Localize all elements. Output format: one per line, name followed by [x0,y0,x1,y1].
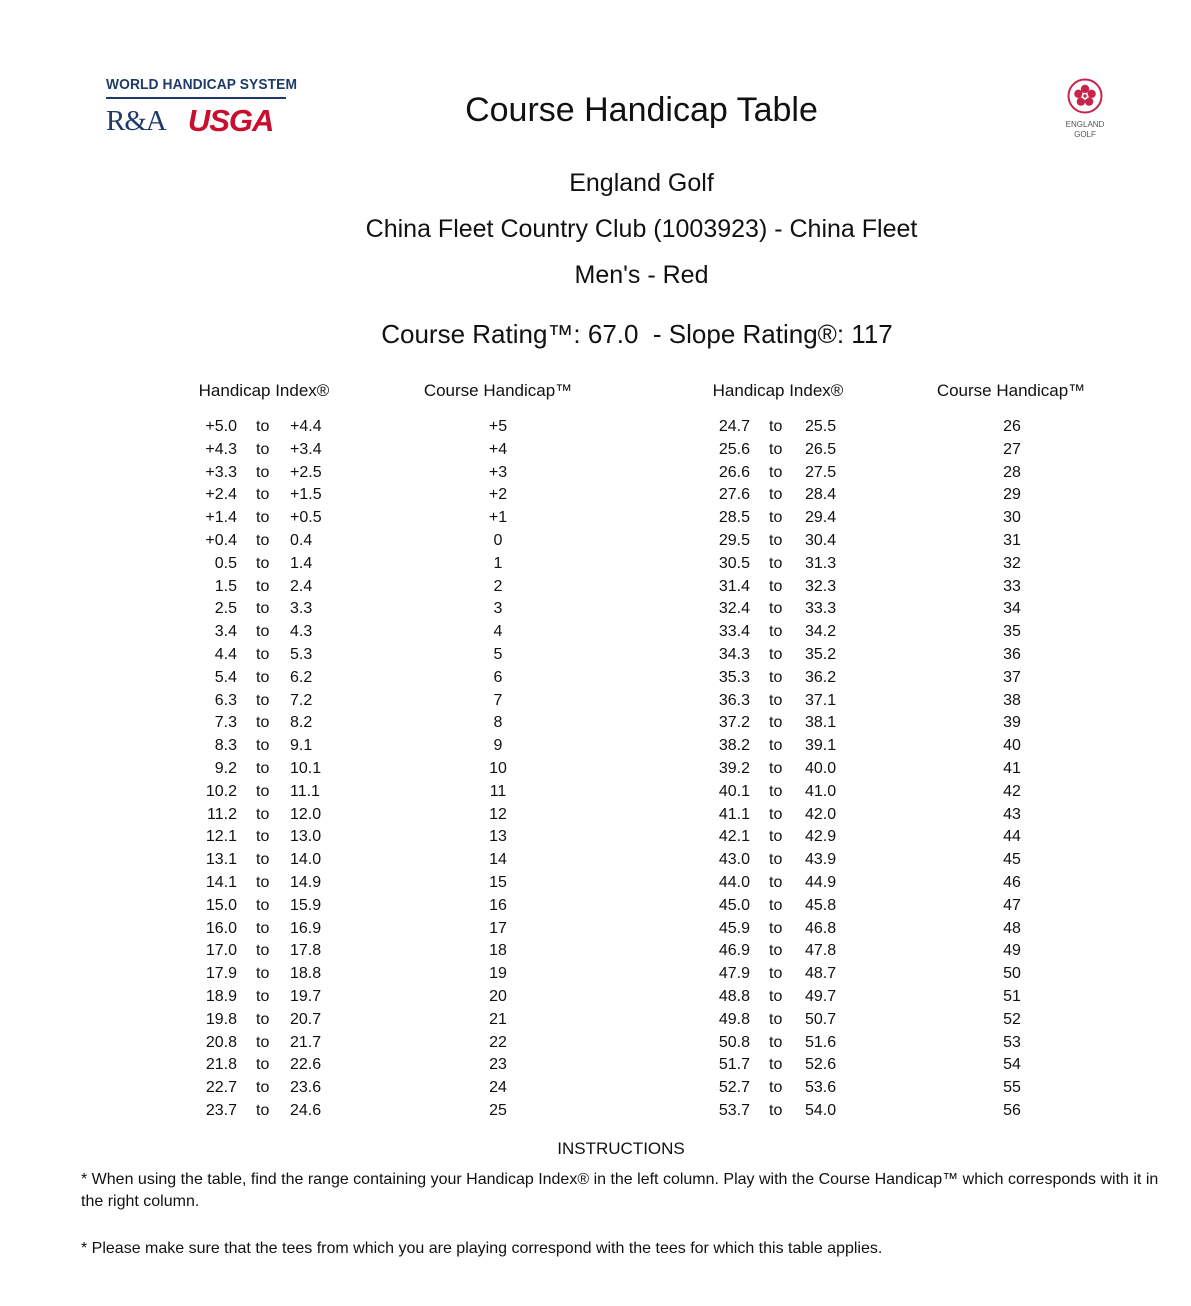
left-to-word: to [256,919,270,937]
right-to-word: to [769,1056,783,1074]
table-row [0,849,1191,872]
left-index-from: 14.1 [205,873,237,891]
table-row [0,1054,1191,1077]
right-to-word: to [769,463,783,481]
table-row [0,484,1191,507]
right-course-handicap: 26 [1003,418,1021,435]
left-to-word: to [256,486,270,504]
right-index-from: 26.6 [718,463,750,481]
right-index-to: 36.2 [805,668,837,686]
left-index-from: 23.7 [205,1101,237,1119]
table-row [0,804,1191,827]
right-index-to: 51.6 [805,1033,837,1051]
right-index-from: 40.1 [718,782,750,800]
left-index-to: 24.6 [290,1101,322,1119]
left-index-from: 13.1 [205,851,237,869]
left-index-from: 2.5 [214,600,237,618]
whs-logo-text: WORLD HANDICAP SYSTEM [106,76,298,93]
left-course-handicap: 19 [489,965,507,983]
left-to-word: to [256,987,270,1005]
table-row [0,439,1191,462]
right-course-handicap: 52 [1003,1010,1021,1028]
left-index-from: 7.3 [214,714,237,732]
left-to-word: to [256,668,270,686]
right-index-from: 45.0 [718,896,750,914]
left-index-from: +1.4 [205,509,237,527]
right-index-to: 54.0 [805,1101,837,1119]
table-row [0,872,1191,895]
right-to-word: to [769,828,783,846]
left-to-word: to [256,1056,270,1074]
left-to-word: to [256,1101,270,1119]
right-to-word: to [769,987,783,1005]
left-to-word: to [256,440,270,458]
left-course-handicap: 21 [489,1010,507,1028]
ra-logo: R&A [106,105,166,137]
right-index-from: 50.8 [718,1033,750,1051]
table-row [0,1077,1191,1100]
table-row [0,416,1191,439]
right-to-word: to [769,554,783,572]
left-index-to: 6.2 [290,668,313,686]
left-to-word: to [256,577,270,595]
right-course-handicap: 41 [1003,759,1021,777]
right-to-word: to [769,805,783,823]
right-index-from: 25.6 [718,440,750,458]
right-to-word: to [769,600,783,618]
right-index-from: 29.5 [718,531,750,549]
left-course-handicap-header: Course Handicap™ [423,381,573,400]
left-to-word: to [256,623,270,641]
right-course-handicap: 55 [1003,1079,1021,1097]
left-course-handicap: 3 [493,600,503,618]
left-course-handicap: 9 [493,737,503,755]
left-course-handicap: 25 [489,1101,507,1119]
right-index-to: 37.1 [805,691,837,709]
instructions-title: INSTRUCTIONS [557,1139,685,1158]
left-to-word: to [256,531,270,549]
left-index-to: +2.5 [290,463,322,481]
left-course-handicap: 13 [489,828,507,846]
left-index-from: 15.0 [205,896,237,914]
right-index-to: 42.0 [805,805,837,823]
right-to-word: to [769,919,783,937]
tee-name: Men's - Red [574,261,709,289]
right-index-to: 42.9 [805,828,837,846]
left-index-from: 17.9 [205,965,237,983]
left-course-handicap: 14 [489,851,507,869]
england-golf-logo-line1: ENGLAND [1065,120,1105,129]
left-to-word: to [256,805,270,823]
right-index-from: 37.2 [718,714,750,732]
table-row [0,598,1191,621]
right-index-to: 33.3 [805,600,837,618]
right-index-to: 52.6 [805,1056,837,1074]
left-index-from: 9.2 [214,759,237,777]
right-index-to: 48.7 [805,965,837,983]
right-course-handicap: 27 [1003,440,1021,458]
left-to-word: to [256,418,270,435]
right-index-to: 27.5 [805,463,837,481]
right-to-word: to [769,714,783,732]
left-index-from: +5.0 [205,418,237,435]
right-index-to: 30.4 [805,531,837,549]
right-index-to: 38.1 [805,714,837,732]
table-row [0,667,1191,690]
left-index-from: +4.3 [205,440,237,458]
table-row [0,1032,1191,1055]
left-index-from: 4.4 [214,645,237,663]
right-index-from: 36.3 [718,691,750,709]
left-index-to: 18.8 [290,965,322,983]
table-row [0,530,1191,553]
table-row [0,1100,1191,1123]
right-course-handicap: 38 [1003,691,1021,709]
right-index-from: 52.7 [718,1079,750,1097]
left-index-to: 4.3 [290,623,313,641]
left-course-handicap: 6 [493,668,503,686]
left-index-to: 8.2 [290,714,313,732]
right-course-handicap: 54 [1003,1056,1021,1074]
left-index-from: 18.9 [205,987,237,1005]
table-row [0,918,1191,941]
left-index-to: +4.4 [290,418,322,435]
right-to-word: to [769,645,783,663]
left-course-handicap: +1 [488,509,508,527]
table-row [0,553,1191,576]
right-to-word: to [769,440,783,458]
right-index-to: 29.4 [805,509,837,527]
table-row [0,781,1191,804]
left-course-handicap: 24 [489,1079,507,1097]
right-index-from: 27.6 [718,486,750,504]
left-index-from: +0.4 [205,531,237,549]
right-to-word: to [769,531,783,549]
left-index-from: 19.8 [205,1010,237,1028]
right-course-handicap: 32 [1003,554,1021,572]
right-index-from: 53.7 [718,1101,750,1119]
left-to-word: to [256,1033,270,1051]
right-index-from: 46.9 [718,942,750,960]
left-course-handicap: +2 [488,486,508,504]
left-index-from: 22.7 [205,1079,237,1097]
right-course-handicap: 28 [1003,463,1021,481]
right-course-handicap: 36 [1003,645,1021,663]
left-index-from: 20.8 [205,1033,237,1051]
instruction-2: * Please make sure that the tees from which you are playing correspond with the tees for which this table applies. [81,1240,883,1257]
left-course-handicap: 4 [493,623,503,641]
right-index-to: 41.0 [805,782,837,800]
left-course-handicap: 2 [493,577,503,595]
left-index-to: 5.3 [290,645,313,663]
right-course-handicap: 47 [1003,896,1021,914]
right-course-handicap: 33 [1003,577,1021,595]
right-course-handicap: 40 [1003,737,1021,755]
left-index-from: 5.4 [214,668,237,686]
right-index-from: 35.3 [718,668,750,686]
left-course-handicap: 22 [489,1033,507,1051]
right-index-to: 46.8 [805,919,837,937]
right-course-handicap: 29 [1003,486,1021,504]
left-index-from: 1.5 [214,577,237,595]
left-to-word: to [256,1079,270,1097]
right-index-header: Handicap Index® [712,381,844,400]
right-to-word: to [769,942,783,960]
left-index-from: 10.2 [205,782,237,800]
right-index-to: 47.8 [805,942,837,960]
right-index-from: 39.2 [718,759,750,777]
left-to-word: to [256,965,270,983]
left-index-to: 14.9 [290,873,322,891]
right-course-handicap: 30 [1003,509,1021,527]
left-index-from: 16.0 [205,919,237,937]
left-index-to: 3.3 [290,600,313,618]
left-index-header: Handicap Index® [198,381,330,400]
left-index-to: 17.8 [290,942,322,960]
left-index-to: 20.7 [290,1010,322,1028]
table-row [0,462,1191,485]
rating-line: Course Rating™: 67.0 - Slope Rating®: 117 [381,319,893,349]
right-index-from: 42.1 [718,828,750,846]
left-index-from: 0.5 [214,554,237,572]
left-index-to: 23.6 [290,1079,322,1097]
left-to-word: to [256,782,270,800]
left-to-word: to [256,1010,270,1028]
page-title: Course Handicap Table [465,91,818,129]
right-to-word: to [769,1101,783,1119]
right-to-word: to [769,965,783,983]
right-to-word: to [769,1033,783,1051]
left-index-to: 11.1 [290,782,320,800]
left-index-from: 11.2 [207,805,237,823]
left-course-handicap: 18 [489,942,507,960]
left-to-word: to [256,509,270,527]
right-index-from: 45.9 [718,919,750,937]
right-index-from: 41.1 [718,805,750,823]
left-index-to: 14.0 [290,851,322,869]
right-to-word: to [769,577,783,595]
table-row [0,963,1191,986]
table-row [0,690,1191,713]
right-to-word: to [769,1010,783,1028]
right-index-from: 49.8 [718,1010,750,1028]
left-to-word: to [256,554,270,572]
right-to-word: to [769,851,783,869]
association-name: England Golf [569,169,714,197]
left-to-word: to [256,714,270,732]
right-index-to: 43.9 [805,851,837,869]
right-course-handicap: 42 [1003,782,1021,800]
right-to-word: to [769,418,783,435]
left-index-to: 22.6 [290,1056,322,1074]
right-course-handicap: 31 [1003,531,1021,549]
left-index-to: 15.9 [290,896,322,914]
usga-logo: USGA [187,103,274,138]
right-course-handicap: 43 [1003,805,1021,823]
right-index-to: 34.2 [805,623,837,641]
right-to-word: to [769,759,783,777]
table-row [0,735,1191,758]
left-index-to: 21.7 [290,1033,322,1051]
left-index-to: 1.4 [290,554,313,572]
left-course-handicap: 15 [489,873,507,891]
left-index-to: 9.1 [290,737,313,755]
left-course-handicap: 0 [493,531,503,549]
right-index-to: 28.4 [805,486,837,504]
table-row [0,1009,1191,1032]
left-course-handicap: 10 [489,759,507,777]
right-index-to: 50.7 [805,1010,837,1028]
right-index-from: 38.2 [718,737,750,755]
left-index-to: 16.9 [290,919,322,937]
right-to-word: to [769,691,783,709]
right-course-handicap: 51 [1003,987,1021,1005]
left-to-word: to [256,691,270,709]
left-to-word: to [256,851,270,869]
table-row [0,826,1191,849]
left-course-handicap: 12 [489,805,507,823]
left-course-handicap: +4 [488,440,508,458]
right-course-handicap: 50 [1003,965,1021,983]
right-to-word: to [769,782,783,800]
right-to-word: to [769,486,783,504]
left-to-word: to [256,600,270,618]
left-course-handicap: 16 [489,896,507,914]
left-course-handicap: +3 [488,463,508,481]
right-index-from: 24.7 [718,418,750,435]
right-course-handicap: 53 [1003,1033,1021,1051]
left-to-word: to [256,942,270,960]
left-index-to: 10.1 [290,759,322,777]
left-index-from: 8.3 [214,737,237,755]
right-index-to: 39.1 [805,737,837,755]
left-index-from: 6.3 [214,691,237,709]
right-course-handicap: 39 [1003,714,1021,732]
right-course-handicap: 44 [1003,828,1021,846]
handicap-table [0,416,1191,1123]
right-index-from: 43.0 [718,851,750,869]
left-course-handicap: 1 [493,554,503,572]
right-index-from: 51.7 [718,1056,750,1074]
right-course-handicap: 34 [1003,600,1021,618]
left-index-from: +2.4 [205,486,237,504]
table-row [0,507,1191,530]
left-index-to: +3.4 [290,440,322,458]
left-course-handicap: 17 [489,919,507,937]
left-course-handicap: 11 [489,782,507,800]
left-index-to: 2.4 [290,577,313,595]
right-course-handicap: 45 [1003,851,1021,869]
right-index-from: 44.0 [718,873,750,891]
left-index-to: 0.4 [290,531,313,549]
right-index-to: 26.5 [805,440,837,458]
left-course-handicap: 20 [489,987,507,1005]
right-index-from: 48.8 [718,987,750,1005]
right-course-handicap: 49 [1003,942,1021,960]
right-course-handicap: 56 [1003,1101,1021,1119]
table-row [0,940,1191,963]
left-index-from: 3.4 [214,623,237,641]
table-row [0,644,1191,667]
left-to-word: to [256,873,270,891]
instruction-1: * When using the table, find the range containing your Handicap Index® in the left column. Play with the Course Handicap™ which corresponds with it in the right column. [81,1171,1159,1210]
left-course-handicap: 7 [493,691,503,709]
right-index-to: 25.5 [805,418,837,435]
right-index-to: 45.8 [805,896,837,914]
right-index-from: 47.9 [718,965,750,983]
right-index-to: 35.2 [805,645,837,663]
england-golf-logo-line2: GOLF [1074,130,1096,139]
right-index-to: 32.3 [805,577,837,595]
right-course-handicap-header: Course Handicap™ [936,381,1086,400]
right-index-to: 40.0 [805,759,837,777]
left-index-to: 12.0 [290,805,322,823]
right-course-handicap: 35 [1003,623,1021,641]
right-index-to: 31.3 [805,554,837,572]
right-to-word: to [769,668,783,686]
left-to-word: to [256,896,270,914]
left-to-word: to [256,645,270,663]
left-index-from: 17.0 [205,942,237,960]
right-course-handicap: 46 [1003,873,1021,891]
left-course-handicap: 8 [493,714,503,732]
left-index-to: +0.5 [290,509,322,527]
right-index-from: 34.3 [718,645,750,663]
right-index-from: 30.5 [718,554,750,572]
table-row [0,758,1191,781]
table-row [0,576,1191,599]
table-row [0,621,1191,644]
right-index-from: 28.5 [718,509,750,527]
right-to-word: to [769,1079,783,1097]
right-to-word: to [769,896,783,914]
left-course-handicap: +5 [488,418,508,435]
table-row [0,895,1191,918]
club-name: China Fleet Country Club (1003923) - China Fleet [365,215,918,243]
table-row [0,986,1191,1009]
left-course-handicap: 23 [489,1056,507,1074]
left-index-from: +3.3 [205,463,237,481]
table-row [0,712,1191,735]
left-course-handicap: 5 [493,645,503,663]
right-index-to: 44.9 [805,873,837,891]
right-index-from: 32.4 [718,600,750,618]
right-to-word: to [769,623,783,641]
right-index-to: 53.6 [805,1079,837,1097]
left-index-to: 13.0 [290,828,322,846]
right-index-to: 49.7 [805,987,837,1005]
right-course-handicap: 37 [1003,668,1021,686]
left-to-word: to [256,737,270,755]
right-to-word: to [769,873,783,891]
left-to-word: to [256,759,270,777]
left-index-from: 21.8 [205,1056,237,1074]
right-to-word: to [769,509,783,527]
right-index-from: 31.4 [718,577,750,595]
left-index-to: 19.7 [290,987,322,1005]
right-index-from: 33.4 [718,623,750,641]
right-to-word: to [769,737,783,755]
left-index-to: +1.5 [290,486,322,504]
left-to-word: to [256,463,270,481]
left-to-word: to [256,828,270,846]
left-index-to: 7.2 [290,691,313,709]
left-index-from: 12.1 [205,828,237,846]
right-course-handicap: 48 [1003,919,1021,937]
